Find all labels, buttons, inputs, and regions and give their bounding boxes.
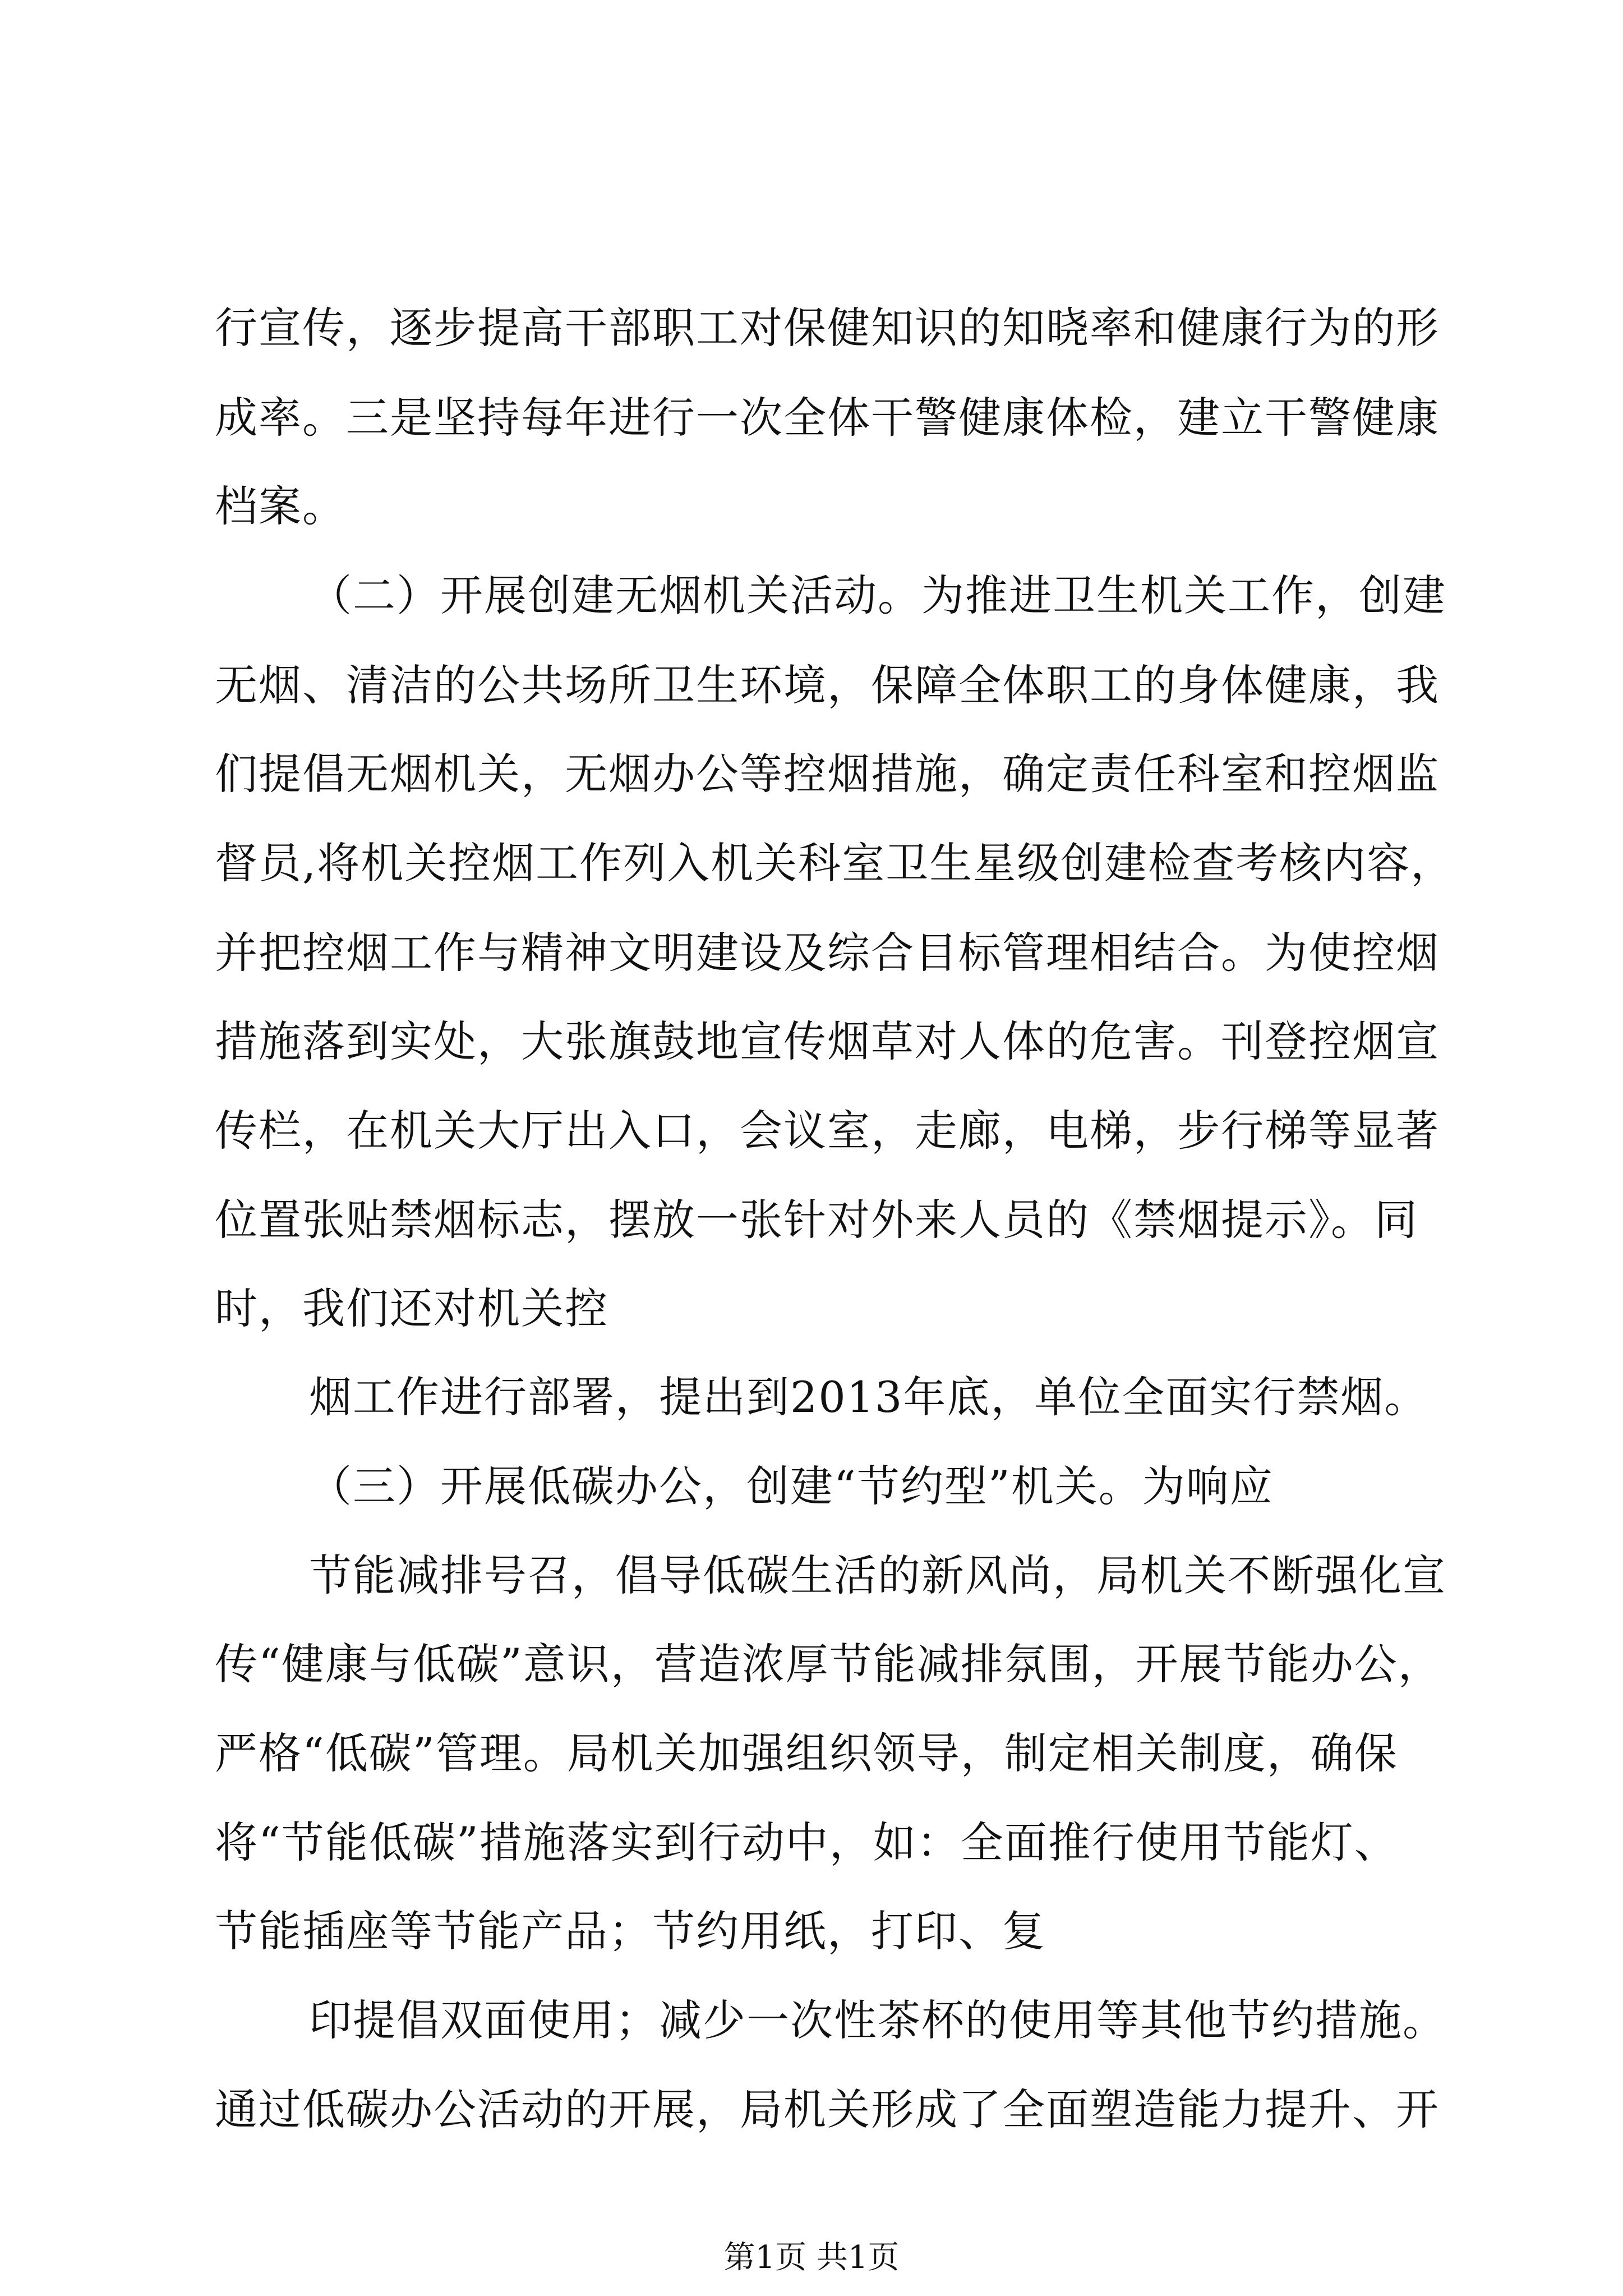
page-footer: 第1页 共1页 (723, 2239, 900, 2276)
body-line: 节能插座等节能产品；节约用纸，打印、复 (215, 1906, 1046, 1956)
body-line: 烟工作进行部署，提出到2013年底，单位全面实行禁烟。 (309, 1372, 1428, 1422)
body-line: 档案。 (215, 481, 346, 531)
body-line: 传“健康与低碳”意识，营造浓厚节能减排氛围，开展节能办公， (215, 1639, 1442, 1689)
body-line: 严格“低碳”管理。局机关加强组织领导，制定相关制度，确保 (215, 1728, 1398, 1778)
body-line: 并把控烟工作与精神文明建设及综合目标管理相结合。为使控烟 (215, 928, 1440, 978)
body-line: 将“节能低碳”措施落实到行动中，如：全面推行使用节能灯、 (215, 1818, 1398, 1867)
body-line: 无烟、清洁的公共场所卫生环境，保障全体职工的身体健康，我 (215, 660, 1440, 710)
body-line: 行宣传，逐步提高干部职工对保健知识的知晓率和健康行为的形 (215, 303, 1440, 353)
body-line: 印提倡双面使用；减少一次性茶杯的使用等其他节约措施。 (309, 1995, 1446, 2045)
body-line: 节能减排号召，倡导低碳生活的新风尚，局机关不断强化宣 (309, 1550, 1446, 1600)
body-line: 成率。三是坚持每年进行一次全体干警健康体检，建立干警健康 (215, 393, 1440, 443)
body-line: 措施落到实处，大张旗鼓地宣传烟草对人体的危害。刊登控烟宣 (215, 1016, 1440, 1066)
body-line: （二）开展创建无烟机关活动。为推进卫生机关工作，创建 (309, 570, 1446, 620)
body-line: 们提倡无烟机关，无烟办公等控烟措施，确定责任科室和控烟监 (215, 749, 1440, 799)
body-line: 时，我们还对机关控 (215, 1283, 608, 1333)
body-line: 位置张贴禁烟标志，摆放一张针对外来人员的《禁烟提示》。同 (215, 1195, 1418, 1245)
body-line: 通过低碳办公活动的开展，局机关形成了全面塑造能力提升、开 (215, 2085, 1440, 2134)
body-line: （三）开展低碳办公，创建“节约型”机关。为响应 (309, 1461, 1274, 1511)
body-line: 督员,将机关控烟工作列入机关科室卫生星级创建检查考核内容， (215, 838, 1455, 888)
body-line: 传栏，在机关大厅出入口，会议室，走廊，电梯，步行梯等显著 (215, 1106, 1440, 1156)
